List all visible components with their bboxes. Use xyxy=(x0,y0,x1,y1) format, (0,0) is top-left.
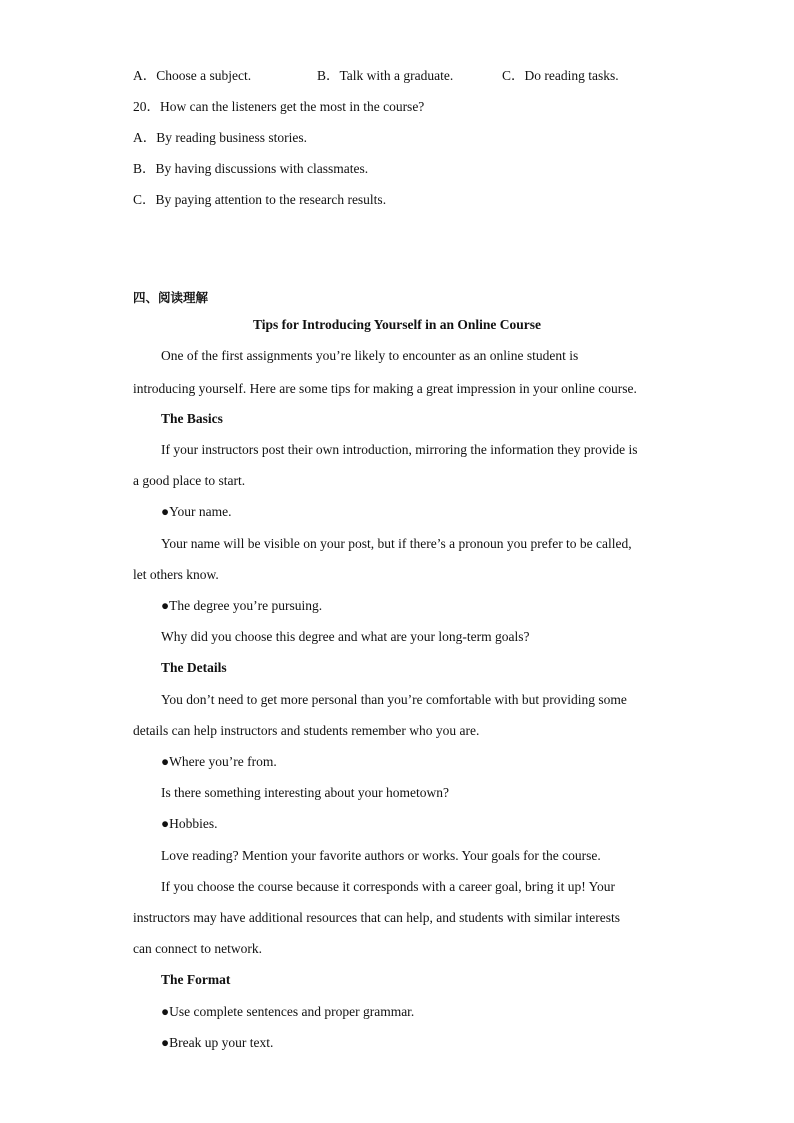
section-heading: 四、阅读理解 xyxy=(133,290,209,305)
q20-option-a: A．By reading business stories. xyxy=(133,130,307,145)
paragraph-line: a good place to start. xyxy=(133,473,246,488)
subheading-details: The Details xyxy=(161,660,227,675)
paragraph-line: If your instructors post their own introduction, mirroring the information they provide is xyxy=(161,442,638,457)
paragraph-line: You don’t need to get more personal than you’re comfortable with but providing some xyxy=(161,692,627,707)
q20-option-c: C．By paying attention to the research results. xyxy=(133,192,387,207)
paragraph-line: One of the first assignments you’re likely to encounter as an online student is xyxy=(161,348,579,363)
paragraph-line: details can help instructors and students remember who you are. xyxy=(133,723,480,738)
q20-stem: 20．How can the listeners get the most in the course? xyxy=(133,99,425,114)
passage-title: Tips for Introducing Yourself in an Online Course xyxy=(253,317,541,332)
paragraph-line: instructors may have additional resources that can help, and students with similar interests xyxy=(133,910,621,925)
bullet-item: ●Use complete sentences and proper grammar. xyxy=(161,1004,415,1019)
bullet-item: ●Hobbies. xyxy=(161,816,218,831)
q19-option-a: A．Choose a subject. xyxy=(133,68,252,83)
paragraph-line: introducing yourself. Here are some tips for making a great impression in your online course. xyxy=(133,381,637,396)
bullet-item: ●The degree you’re pursuing. xyxy=(161,598,323,613)
paragraph-line: If you choose the course because it corresponds with a career goal, bring it up! Your xyxy=(161,879,615,894)
paragraph-line: can connect to network. xyxy=(133,941,262,956)
q20-option-b: B．By having discussions with classmates. xyxy=(133,161,369,176)
paragraph-line: Love reading? Mention your favorite authors or works. Your goals for the course. xyxy=(161,848,601,863)
bullet-item: ●Break up your text. xyxy=(161,1035,274,1050)
paragraph-line: Your name will be visible on your post, but if there’s a pronoun you prefer to be called, xyxy=(161,536,632,551)
bullet-item: ●Your name. xyxy=(161,504,232,519)
q19-option-b: B．Talk with a graduate. xyxy=(317,68,454,83)
bullet-item: ●Where you’re from. xyxy=(161,754,277,769)
subheading-format: The Format xyxy=(161,972,231,987)
paragraph-line: Why did you choose this degree and what are your long-term goals? xyxy=(161,629,530,644)
q19-option-c: C．Do reading tasks. xyxy=(502,68,619,83)
paragraph-line: let others know. xyxy=(133,567,219,582)
subheading-basics: The Basics xyxy=(161,411,223,426)
paragraph-line: Is there something interesting about your hometown? xyxy=(161,785,449,800)
